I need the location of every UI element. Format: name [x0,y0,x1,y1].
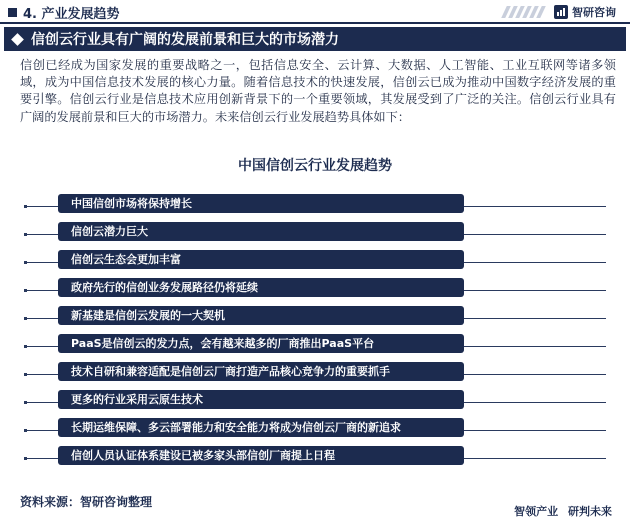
trend-list [24,189,606,469]
brand-logo [554,4,616,20]
zhiyan-logo-icon [554,5,568,19]
diagram-title: 中国信创云行业发展趋势 [238,158,392,174]
trend-item-label: PaaS是信创云的发力点，会有越来越多的厂商推出PaaS平台 [71,337,375,350]
trend-item-label: 中国信创市场将保持增长 [71,197,192,210]
trend-item [24,301,606,329]
source-note: 资料来源：智研咨询整理 [20,495,153,509]
slogan-right: 研判未来 [568,505,612,518]
top-bar [0,0,630,24]
footer-slogan [508,503,612,519]
trend-item [24,385,606,413]
trend-item-label: 新基建是信创云发展的一大契机 [71,309,225,322]
diamond-icon [11,33,24,46]
square-bullet-icon [8,8,17,17]
headline-banner [4,27,626,51]
header-divider [0,22,630,24]
header-brand-area [504,1,630,23]
trend-item [24,357,606,385]
slogan-left: 智领产业 [514,505,559,518]
trend-item-label: 信创云生态会更加丰富 [71,253,181,266]
trend-item-label: 长期运维保障、多云部署能力和安全能力将成为信创云厂商的新追求 [71,421,401,434]
section-label-text: 4. 产业发展趋势 [23,6,120,22]
trend-item [24,413,606,441]
trend-item-label: 更多的行业采用云原生技术 [71,393,203,406]
trend-item-label: 政府先行的信创业务发展路径仍将延续 [71,281,258,294]
headline-text: 信创云行业具有广阔的发展前景和巨大的市场潜力 [31,32,339,48]
trend-item [24,189,606,217]
trend-item [24,273,606,301]
intro-paragraph: 信创已经成为国家发展的重要战略之一，包括信息安全、云计算、大数据、人工智能、工业互联网等诸多领域，成为中国信息技术发展的核心力量。随着信息技术的快速发展，信创云已成为推动中国数字经济发展的重要引擎。信创云行业是信息技术应用创新背景下的一个重要领域，其发展受到了广泛的关注。信创云行业具有广阔的发展前景和巨大的市场潜力。未来信创云行业发展趋势具体如下： [20,58,616,124]
trend-item-label: 信创云潜力巨大 [71,225,148,238]
trend-item [24,245,606,273]
trend-item [24,441,606,469]
trend-item [24,329,606,357]
trend-item [24,217,606,245]
brand-name: 智研咨询 [572,6,616,19]
trend-item-label: 信创人员认证体系建设已被多家头部信创厂商提上日程 [71,449,335,462]
slash-decoration-icon [504,6,546,18]
section-label [0,1,120,23]
trend-item-label: 技术自研和兼容适配是信创云厂商打造产品核心竞争力的重要抓手 [71,365,390,378]
